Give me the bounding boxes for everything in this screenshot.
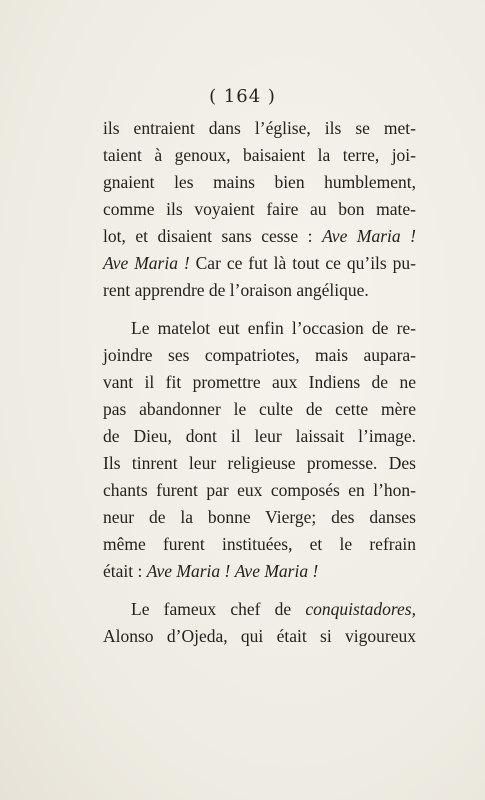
text-line: joindre ses compatriotes, mais aupara- — [103, 345, 416, 365]
text-line: était : Ave Maria ! Ave Maria ! — [103, 561, 319, 581]
text-line: gnaient les mains bien humblement, — [103, 172, 416, 192]
text-line: Ave Maria ! Car ce fut là tout ce qu’ils pu- — [103, 253, 416, 273]
text-line: rent apprendre de l’oraison angélique. — [103, 280, 369, 300]
text-line: même furent instituées, et le refrain — [103, 534, 416, 554]
text-line: pas abandonner le culte de cette mère — [103, 399, 416, 419]
text-line: Le matelot eut enfin l’occasion de re- — [131, 318, 416, 338]
text-line: Ils tinrent leur religieuse promesse. Des — [103, 453, 416, 473]
text-line: neur de la bonne Vierge; des danses — [103, 507, 416, 527]
page-number: ( 164 ) — [209, 86, 276, 107]
text-line: vant il fit promettre aux Indiens de ne — [103, 372, 416, 392]
text-line: de Dieu, dont il leur laissait l’image. — [103, 426, 416, 446]
text-line: Le fameux chef de conquistadores, — [131, 599, 416, 619]
text-line: ils entraient dans l’église, ils se met- — [103, 118, 416, 138]
text-line: chants furent par eux composés en l’hon- — [103, 480, 416, 500]
text-line: taient à genoux, baisaient la terre, joi- — [103, 145, 416, 165]
text-line: lot, et disaient sans cesse : Ave Maria ! — [103, 226, 416, 246]
text-line: comme ils voyaient faire au bon mate- — [103, 199, 416, 219]
text-line: Alonso d’Ojeda, qui était si vigoureux — [103, 626, 416, 646]
